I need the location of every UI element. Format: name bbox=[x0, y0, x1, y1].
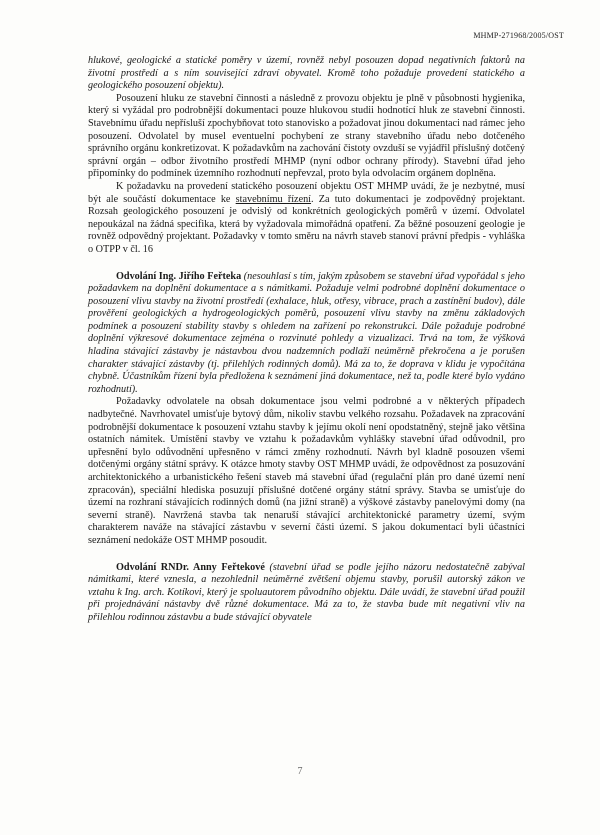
appeal-ferteka bbox=[88, 271, 525, 397]
appeal-fertekove bbox=[88, 562, 525, 625]
appeal-text: (nesouhlasí s tím, jakým způsobem se stavební úřad vypořádal s jeho požadavkem na doplnění dokumentace a s námitkami. Požaduje velmi podrobné doplnění dokumentace o posouzení vlivu stavby na životní prostředí (exhalace, hluk, otřesy, vibrace, prach a zastínění budov), dále prověření geologických a hydrogeologických poměrů, posouzení vlivu stavby na změnu základových podmínek a posouzení stability stavby s ohledem na zařízení po rekonstrukci. Dále požaduje podrobné doplnění výkresové dokumentace zejména o rozvinuté pohledy a vizualizaci. Trvá na tom, že výšková hladina stávající zástavby je nástavbou dvou nadzemních podlaží neúměrně překročena a je porušen charakter stávající zástavby (tj. přilehlých rodinných domů). Má za to, že doprava v klidu je vypočítána chybně. Účastníkům řízení byla předložena k seznámení jiná dokumentace, než ta, podle které bylo vydáno rozhodnutí). bbox=[88, 270, 525, 395]
document-reference: MHMP-271968/2005/OST bbox=[473, 31, 564, 40]
appeal-text: (stavební úřad se podle jejího názoru nedostatečně zabýval námitkami, které vznesla, a nezohlednil neúměrné zvětšení objemu stavby, porušil autorský zákon ve vztahu k Ing. arch. Kotíkovi, který je spoluautorem původního objektu. Dále uvádí, že stavební úřad použil při projednávání nástavby dvě různé dokumentace. Má za to, že stavba bude mít negativní vliv na přilehlou rodinnou zástavbu a bude stávající obyvatele bbox=[88, 561, 525, 623]
paragraph-text: K požadavku na provedení statického posouzení objektu OST MHMP uvádí, že je nezbytné, musí být ale součástí dokumentace ke bbox=[88, 180, 525, 205]
paragraph-response: Požadavky odvolatele na obsah dokumentace jsou velmi podrobné a v některých případech nadbytečné. Navrhovatel umisťuje bytový dům, nikoliv stavbu velkého rozsahu. Požadavek na zpracování podrobnější dokumentace k posouzení vztahu stavby k jejímu okolí není opodstatněný, stejně jako většina ostatních námitek. Umístění stavby ve vztahu k požadavkům vyhlášky stavební úřad odůvodnil, pro upřesnění bylo odůvodnění upřesněno v rámci změny rozhodnutí. Návrh byl kladně posouzen všemi dotčenými orgány státní správy. K otázce hmoty stavby OST MHMP uvádí, že odpovědnost za posuzování architektonického a urbanistického řešení staveb má stavební úřad (regulační plán pro dané území není zpracován), speciální hlediska posuzují příslušné dotčené orgány státní správy. Stavba se umisťuje do území na rozhraní stávajících rodinných domů (na jižní straně) a výškové zástavby panelovými domy (na severní straně). Navržená stavba tak nenaruší stávající architektonické parametry území, svým charakterem naváže na stávající zástavbu v severní části území. S jakou dokumentací byli účastníci seznámení nedokáže OST MHMP posoudit. bbox=[88, 396, 525, 546]
document-body bbox=[88, 55, 525, 625]
paragraph-text: . Za tuto dokumentaci je zodpovědný projektant. Rozsah geologického posouzení je odvislý od konkrétních geologických poměrů v území. Odvolatel nepoukázal na žádná specifika, která by vyžadovala mimořádná opatření. Za běžné posouzení geologie je rovněž odpovědný projektant. Požadavky v tomto směru na návrh staveb stanoví právní předpis - vyhláška o OTPP v čl. 16 bbox=[88, 193, 525, 255]
page-number: 7 bbox=[297, 766, 303, 777]
paragraph-static-assessment bbox=[88, 181, 525, 257]
paragraph-continuation: hlukové, geologické a statické poměry v území, rovněž nebyl posouzen dopad negativních faktorů na životní prostředí a s ním související zdraví obyvatel. Kromě toho požaduje provedení statického a geologického posouzení objektu). bbox=[88, 55, 525, 92]
appeal-heading: Odvolání Ing. Jiřího Feřteka bbox=[116, 270, 242, 282]
appeal-heading: Odvolání RNDr. Anny Feřtekové bbox=[116, 561, 265, 573]
paragraph-noise: Posouzení hluku ze stavební činnosti a následně z provozu objektu je plně v působnosti hygienika, který si vyžádal pro podrobnější dokumentaci pouze hlukovou studii hodnotící hluk ze stavební činnosti. Stavebnímu úřadu nepřísluší zpochybňovat toto stanovisko a požadovat jinou dokumentaci nad rámec jeho posouzení. Odvolatel by musel eventuelní pochybení ze strany stavebního úřadu nebo dotčeného správního orgánu konkretizovat. K požadavkům na zachování čistoty ovzduší se vyjádřil příslušný dotčený správní orgán – odbor životního prostředí MHMP (nyní odbor ochrany přírody). Stavební úřad jeho připomínky do podmínek územního rozhodnutí nepřevzal, proto byla odvolacím orgánem doplněna. bbox=[88, 92, 525, 180]
underlined-term: stavebnímu řízení bbox=[235, 193, 312, 205]
